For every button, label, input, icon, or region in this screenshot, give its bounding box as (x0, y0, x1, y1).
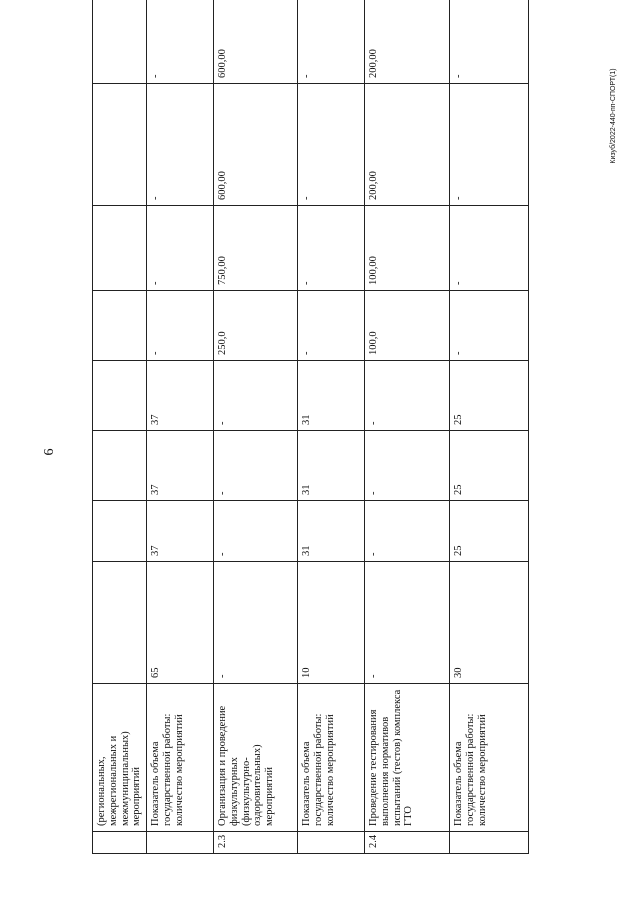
value-cell: - (450, 206, 529, 291)
row-number-cell (147, 832, 214, 854)
value-cell: 37 (147, 501, 214, 562)
row-name-cell: Проведение тестирования выполнения нормативов испытаний (тестов) комплекса ГТО (365, 684, 450, 832)
value-cell: 37 (147, 431, 214, 501)
row-number-cell: 2.3 (214, 832, 298, 854)
program-table (92, 0, 529, 854)
value-cell (93, 84, 147, 206)
value-cell: - (214, 501, 298, 562)
table-container (92, 20, 524, 854)
value-cell: - (365, 562, 450, 684)
value-cell: - (450, 84, 529, 206)
value-cell: - (147, 0, 214, 84)
table-row (365, 0, 450, 854)
value-cell: - (365, 361, 450, 431)
value-cell: - (147, 291, 214, 361)
value-cell: - (147, 206, 214, 291)
value-cell (93, 361, 147, 431)
row-number-cell (450, 832, 529, 854)
value-cell: 750,00 (214, 206, 298, 291)
row-name-cell: Организация и проведение физкультурных (физкультурно-оздоровительных) мероприятий (214, 684, 298, 832)
table-row (93, 0, 147, 854)
value-cell: 30 (450, 562, 529, 684)
row-number-cell: 2.4 (365, 832, 450, 854)
value-cell: 100,00 (365, 206, 450, 291)
document-code: Кизуб/2022-440-пп-СПОРТ(1) (610, 68, 617, 164)
value-cell (93, 206, 147, 291)
value-cell: 31 (298, 501, 365, 562)
value-cell: - (365, 431, 450, 501)
value-cell: 65 (147, 562, 214, 684)
value-cell: - (214, 562, 298, 684)
value-cell: - (450, 291, 529, 361)
value-cell: - (147, 84, 214, 206)
value-cell: 25 (450, 361, 529, 431)
value-cell: - (298, 206, 365, 291)
value-cell (93, 501, 147, 562)
row-number-cell (298, 832, 365, 854)
value-cell: - (214, 361, 298, 431)
value-cell: 25 (450, 431, 529, 501)
row-number-cell (93, 832, 147, 854)
row-name-cell: Показатель объема государственной работы: количество мероприятий (147, 684, 214, 832)
row-name-cell: Показатель объема государственной работы: количество мероприятий (298, 684, 365, 832)
table-row (450, 0, 529, 854)
value-cell: 200,00 (365, 84, 450, 206)
value-cell: - (298, 291, 365, 361)
table-row (147, 0, 214, 854)
value-cell: 31 (298, 361, 365, 431)
row-name-cell: (региональных, межрегиональных и межмуниципальных) мероприятий (93, 684, 147, 832)
value-cell: - (450, 0, 529, 84)
value-cell (93, 431, 147, 501)
value-cell (93, 291, 147, 361)
value-cell: 100,0 (365, 291, 450, 361)
value-cell: 31 (298, 431, 365, 501)
page-number: 6 (42, 448, 57, 456)
value-cell: 600,00 (214, 84, 298, 206)
value-cell: - (214, 431, 298, 501)
value-cell: 37 (147, 361, 214, 431)
table-row (214, 0, 298, 854)
rotated-table (92, 20, 524, 854)
value-cell: - (365, 501, 450, 562)
value-cell (93, 0, 147, 84)
value-cell: 25 (450, 501, 529, 562)
value-cell: 10 (298, 562, 365, 684)
table-row (298, 0, 365, 854)
value-cell: 250,0 (214, 291, 298, 361)
value-cell: - (298, 0, 365, 84)
row-name-cell: Показатель объема государственной работы: количество мероприятий (450, 684, 529, 832)
value-cell: 600,00 (214, 0, 298, 84)
value-cell (93, 562, 147, 684)
value-cell: - (298, 84, 365, 206)
value-cell: 200,00 (365, 0, 450, 84)
